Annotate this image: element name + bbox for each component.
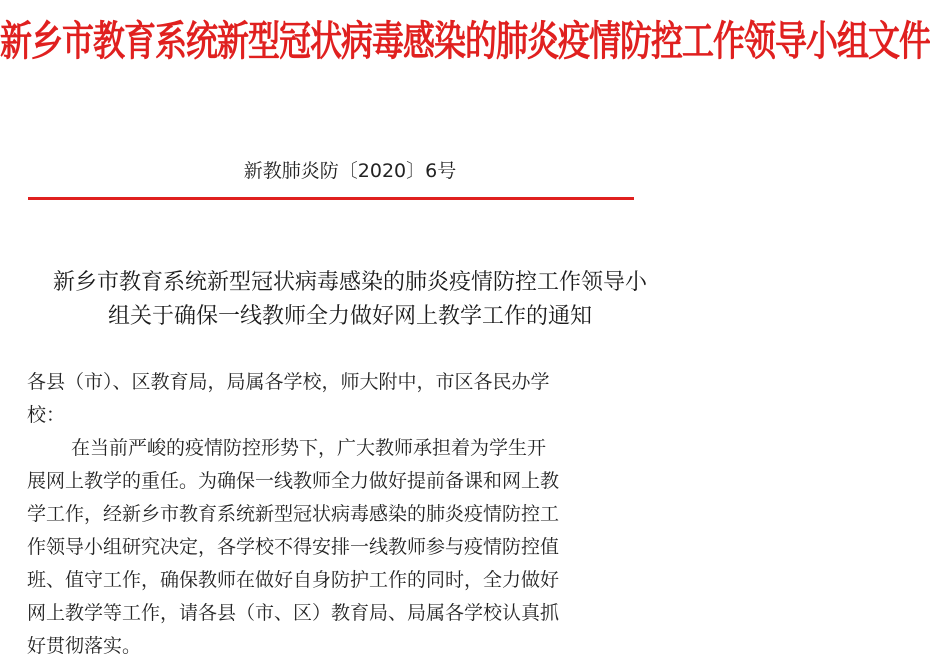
notice-title: [10, 266, 690, 334]
red-header-masthead: 新乡市教育系统新型冠状病毒感染的肺炎疫情防控工作领导小组文件: [0, 16, 930, 66]
red-divider-line: [28, 197, 634, 200]
paragraph-line: 学工作，经新乡市教育系统新型冠状病毒感染的肺炎疫情防控工: [27, 503, 560, 525]
paragraph-line: 好贯彻落实。: [27, 635, 142, 657]
paragraph-line: 展网上教学的重任。为确保一线教师全力做好提前备课和网上教: [27, 470, 560, 492]
paragraph-line: 网上教学等工作，请各县（市、区）教育局、局属各学校认真抓: [27, 602, 560, 624]
body-paragraph: [27, 432, 677, 663]
addressee-line: 各县（市）、区教育局，局属各学校，师大附中，市区各民办学: [27, 371, 550, 393]
addressee-line: 校：: [27, 404, 66, 426]
document-number: 新教肺炎防〔2020〕6号: [243, 160, 457, 182]
paragraph-line: 作领导小组研究决定，各学校不得安排一线教师参与疫情防控值: [27, 536, 560, 558]
title-line: 新乡市教育系统新型冠状病毒感染的肺炎疫情防控工作领导小: [52, 270, 647, 295]
paragraph-line: 班、值守工作，确保教师在做好自身防护工作的同时，全力做好: [27, 569, 560, 591]
paragraph-line: 在当前严峻的疫情防控形势下，广大教师承担着为学生开: [71, 437, 547, 459]
title-line: 组关于确保一线教师全力做好网上教学工作的通知: [107, 304, 592, 329]
addressee: [27, 366, 677, 432]
